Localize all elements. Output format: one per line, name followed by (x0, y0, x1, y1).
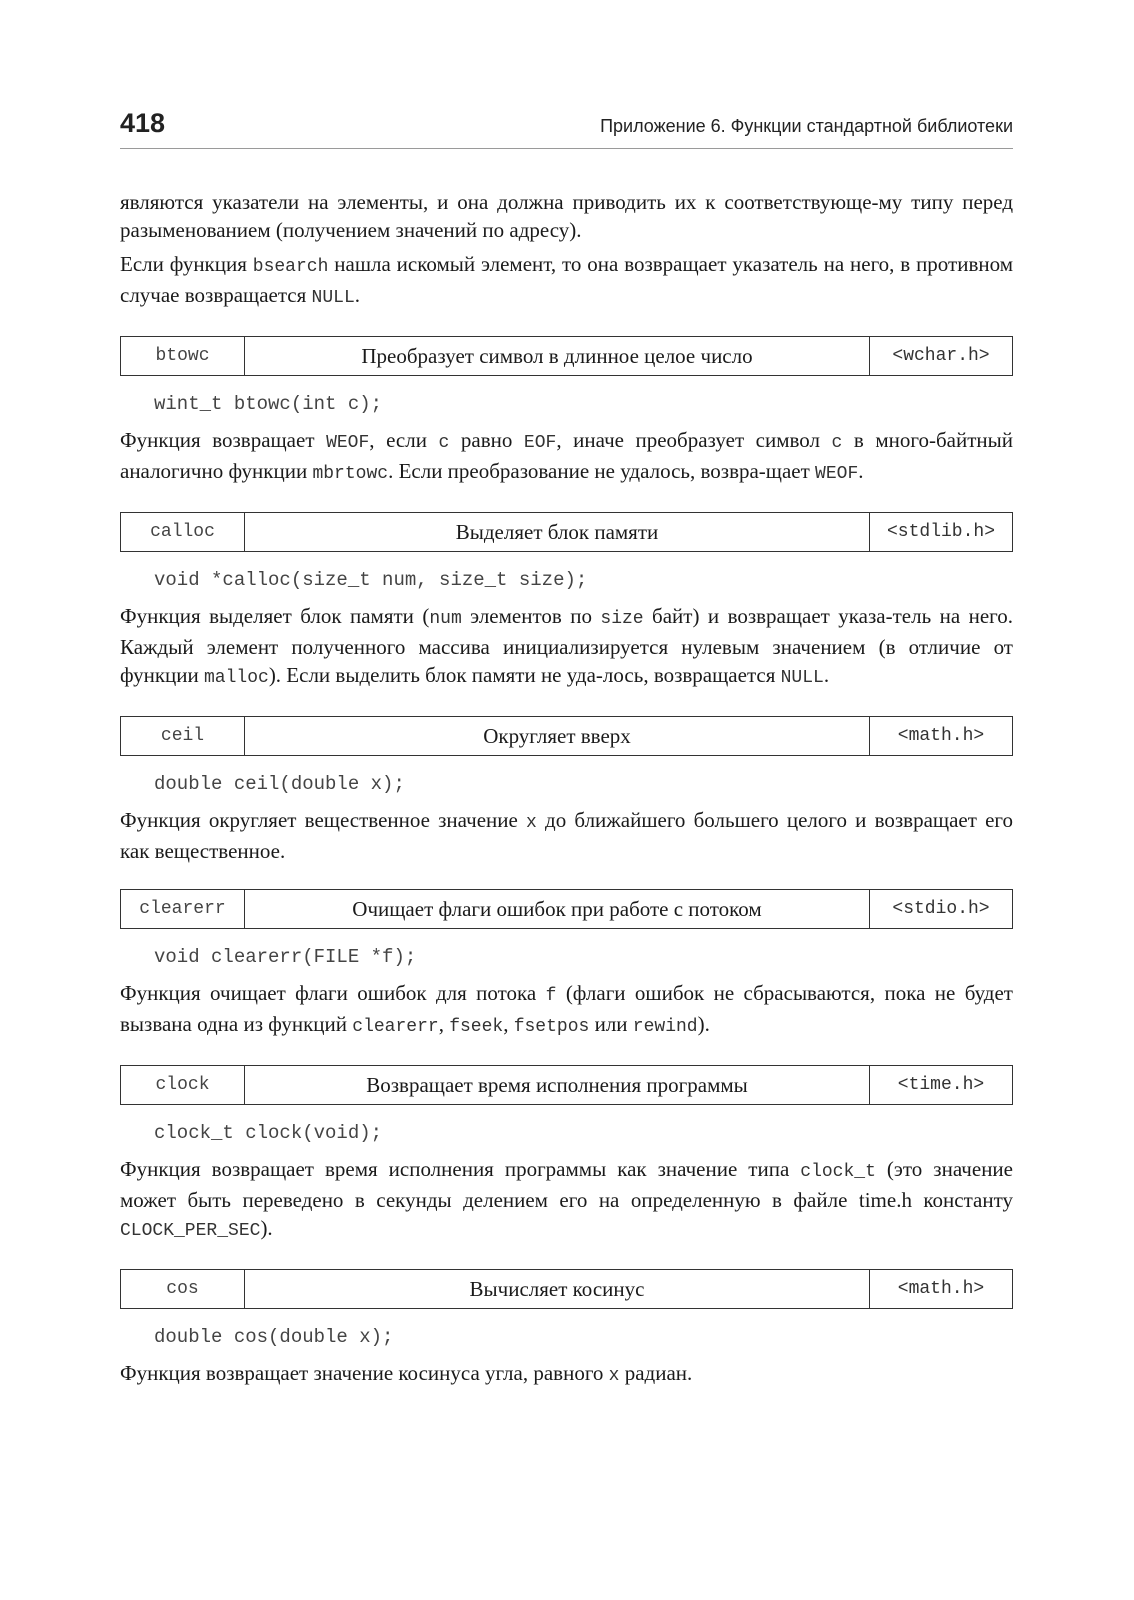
page-content (120, 188, 1013, 1396)
function-text: Функция округляет вещественное значение x до ближайшего большего целого и возвращает его как вещественное. (120, 808, 1013, 863)
inline-code: fseek (449, 1017, 504, 1037)
inline-code: c (438, 433, 450, 453)
intro-paragraph-1: являются указатели на элементы, и она должна приводить их к соответствующе-му типу перед разыменованием (получением значений по адресу). (120, 190, 1013, 242)
inline-code: CLOCK_PER_SEC (120, 1221, 261, 1241)
inline-code: size (600, 609, 644, 629)
function-description: Преобразует символ в длинное целое число (361, 343, 753, 368)
function-header-file: <math.h> (869, 717, 1012, 755)
inline-code: NULL (311, 288, 355, 308)
inline-code: malloc (204, 668, 269, 688)
function-prototype: void clearerr(FILE *f); (154, 946, 417, 968)
function-header-file: <wchar.h> (869, 337, 1012, 375)
inline-code: fsetpos (513, 1017, 590, 1037)
inline-code: EOF (523, 433, 557, 453)
function-table-cos (120, 1269, 1013, 1309)
inline-code: clearerr (352, 1017, 439, 1037)
function-name: ceil (121, 717, 245, 755)
function-name: clock (121, 1066, 245, 1104)
inline-code: mbrtowc (312, 464, 389, 484)
inline-code: clock_t (800, 1162, 876, 1182)
function-name: clearerr (121, 890, 245, 928)
function-text: Функция очищает флаги ошибок для потока f (флаги ошибок не сбрасываются, пока не будет вызвана одна из функций clearerr, fseek, fsetpos или rewind). (120, 981, 1013, 1037)
function-name: btowc (121, 337, 245, 375)
function-description: Очищает флаги ошибок при работе с потоком (352, 896, 762, 921)
function-name: cos (121, 1270, 245, 1308)
inline-code: NULL (780, 668, 824, 688)
function-name: calloc (121, 513, 245, 551)
function-prototype: double ceil(double x); (154, 773, 405, 795)
function-text: Функция возвращает значение косинуса угла, равного x радиан. (120, 1361, 693, 1386)
inline-code: WEOF (326, 433, 370, 453)
function-description: Возвращает время исполнения программы (366, 1072, 748, 1097)
function-header-file: <stdio.h> (869, 890, 1012, 928)
inline-code: rewind (632, 1017, 698, 1037)
inline-code: f (545, 986, 557, 1006)
function-text: Функция выделяет блок памяти (num элементов по size байт) и возвращает указа-тель на него. Каждый элемент полученного массива инициализируется нулевым значением (в отличие от функции malloc). Если выделить блок памяти не уда-лось, возвращается NULL. (120, 604, 1013, 688)
inline-code: x (608, 1366, 620, 1386)
inline-code: bsearch (252, 257, 329, 277)
function-table-ceil (120, 716, 1013, 756)
function-table-btowc (120, 336, 1013, 376)
function-header-file: <math.h> (869, 1270, 1012, 1308)
function-prototype: void *calloc(size_t num, size_t size); (154, 569, 588, 591)
inline-code: WEOF (815, 464, 859, 484)
function-description: Вычисляет косинус (469, 1276, 645, 1301)
inline-code: num (429, 609, 462, 629)
intro-paragraph-2: Если функция bsearch нашла искомый элемент, то она возвращает указатель на него, в противном случае возвращается NULL. (120, 252, 1013, 308)
function-prototype: double cos(double x); (154, 1326, 394, 1348)
inline-code: x (526, 813, 537, 833)
function-header-file: <time.h> (869, 1066, 1012, 1104)
running-title: Приложение 6. Функции стандартной библиотеки (600, 116, 1013, 136)
function-description: Округляет вверх (483, 723, 631, 748)
function-table-clearerr (120, 889, 1013, 929)
function-description: Выделяет блок памяти (455, 519, 659, 544)
function-prototype: wint_t btowc(int c); (154, 393, 383, 415)
function-header-file: <stdlib.h> (869, 513, 1012, 551)
inline-code: c (831, 433, 843, 453)
function-table-calloc (120, 512, 1013, 552)
function-text: Функция возвращает WEOF, если c равно EOF, иначе преобразует символ c в много-байтный аналогично функции mbrtowc. Если преобразование не удалось, возвра-щает WEOF. (120, 428, 1013, 484)
function-prototype: clock_t clock(void); (154, 1122, 383, 1144)
function-table-clock (120, 1065, 1013, 1105)
page-header (120, 108, 1013, 149)
function-text: Функция возвращает время исполнения программы как значение типа clock_t (это значение может быть переведено в секунды делением его на определенную в файле time.h константу CLOCK_PER_SEC). (120, 1157, 1013, 1241)
page-number: 418 (120, 108, 166, 138)
